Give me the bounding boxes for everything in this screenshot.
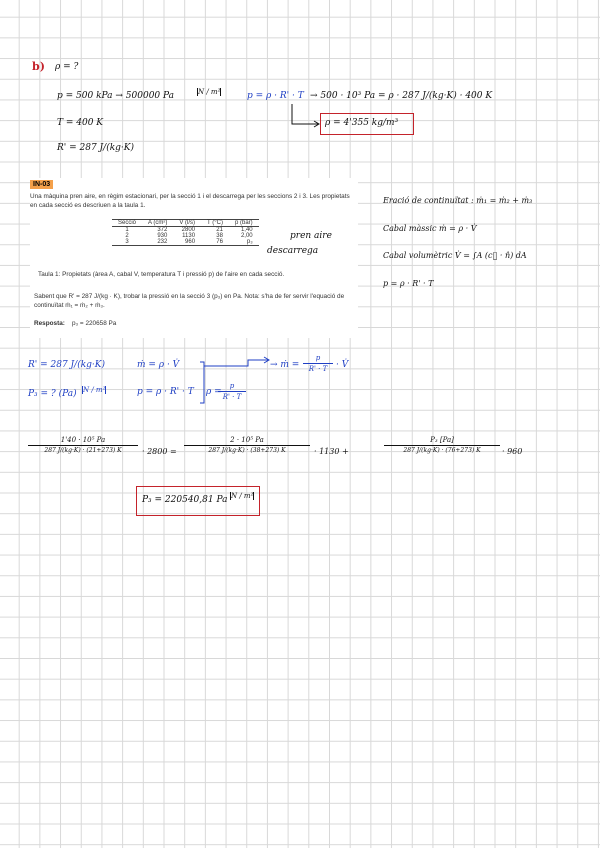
table-header: Secció: [112, 220, 142, 227]
table-header: V (l/s): [173, 220, 201, 227]
density-unknown: ρ = ?: [55, 62, 79, 72]
term2-num: 2 · 10⁵ Pa: [230, 436, 264, 444]
temperature-value: T = 400 K: [57, 118, 104, 128]
term2-den: 287 J/(kg·K) · (38+273) K: [208, 447, 286, 454]
volume-flow-note: Cabal volumètric V̇ = ∫A (c⃗ · n̂) dA: [383, 251, 527, 260]
gas-constant-2: R' = 287 J/(kg·K): [28, 360, 106, 370]
problem-intro: Una màquina pren aire, en règim estacionari, per la secció 1 i el descarrega per les seccions 2 i 3. Les propietats en cada secció es descriuen a la taula 1.: [30, 193, 350, 209]
pressure-unit: [197, 88, 221, 96]
term1-num: 1'40 · 10⁵ Pa: [60, 436, 106, 444]
density-fraction: [218, 382, 246, 401]
term3-num: P₃ [Pa]: [430, 436, 454, 444]
gas-constant: R' = 287 J/(kg·K): [57, 143, 135, 153]
table-cell: 1,40: [240, 227, 253, 233]
density-den: R' · T: [222, 393, 242, 401]
pressure-unit-text: N / m²: [198, 88, 221, 96]
table-cell: 38: [216, 233, 223, 239]
table-header: T (°C): [201, 220, 229, 227]
mass-flow-num: p: [315, 354, 321, 362]
table-cell: 2,00: [240, 233, 253, 239]
annotation-discharge: descarrega: [267, 246, 319, 256]
annotation-intake: pren aire: [290, 231, 332, 241]
final-unit: [230, 492, 254, 500]
problem-tag: IN-03: [30, 180, 53, 189]
mass-flow-tail: · V̇: [336, 360, 349, 370]
continuity-note: Eració de continuïtat : ṁ₁ = ṁ₂ + ṁ₃: [383, 196, 533, 205]
table-cell: 1130: [182, 233, 196, 239]
density-num: p: [229, 382, 235, 390]
term1-mul: · 2800 =: [142, 447, 177, 456]
table-header: A (cm²): [142, 220, 173, 227]
substitution-line: → 500 · 10³ Pa = ρ · 287 J/(kg·K) · 400 K: [310, 91, 493, 101]
ideal-gas-eq-top: p = ρ · R' · T: [247, 91, 304, 101]
properties-table: [112, 219, 259, 246]
term3-mul: · 960: [502, 447, 523, 456]
mass-flow-note: Cabal màssic ṁ = ρ · V̇: [383, 224, 477, 233]
problem-excerpt: [30, 178, 358, 338]
term2-mul: · 1130 +: [314, 447, 349, 456]
table-cell: 3: [112, 239, 142, 246]
mass-flow-blue: ṁ = ρ · V̇: [137, 360, 180, 370]
table-caption: Taula 1: Propietats (àrea A, cabal V, temperatura T i pressió p) de l'aire en cada secció.: [38, 271, 285, 278]
table-cell: 960: [173, 239, 201, 246]
answer-label: Resposta:: [34, 320, 65, 327]
p3-unknown: P₃ = ? (Pa): [28, 389, 77, 399]
mass-flow-fraction: [303, 354, 333, 373]
mass-flow-den: R' · T: [308, 365, 328, 373]
table-cell: 21: [216, 227, 223, 233]
answer-value: p₃ = 220658 Pa: [72, 320, 117, 327]
term3-den: 287 J/(kg·K) · (76+273) K: [403, 447, 481, 454]
problem-question: Sabent que R' = 287 J/(kg · K), trobar la pressió en la secció 3 (p₃) en Pa. Nota: s'ha de fer servir l'equació de continuïtat ṁ₁ = ṁ₂ + ṁ₃.: [34, 293, 345, 309]
table-cell: 232: [142, 239, 173, 246]
table-cell: 2: [125, 233, 129, 239]
table-header: p (bar): [229, 220, 259, 227]
ideal-gas-note: p = ρ · R' · T: [383, 279, 434, 288]
term1-den: 287 J/(kg·K) · (21+273) K: [44, 447, 122, 454]
term3-fraction: [384, 436, 500, 454]
p3-unit-text: N / m²: [83, 386, 106, 394]
pressure-line: p = 500 kPa → 500000 Pa: [57, 91, 175, 101]
ideal-gas-blue: p = ρ · R' · T: [137, 387, 194, 397]
table-header-row: [112, 220, 259, 227]
section-label: b): [32, 60, 45, 73]
mass-flow-eq: → ṁ =: [270, 360, 300, 370]
table-cell: 930: [157, 233, 168, 239]
p3-unit: [82, 386, 106, 394]
density-eq: ρ =: [206, 387, 222, 397]
term1-fraction: [28, 436, 138, 454]
table-cell: 2800: [181, 227, 196, 233]
table-row: [112, 239, 259, 246]
final-result: P₃ = 220540,81 Pa: [142, 495, 228, 505]
density-result: ρ = 4'355 kg/m³: [325, 118, 399, 128]
term2-fraction: [184, 436, 310, 454]
table-cell: p₃: [229, 239, 259, 246]
table-cell: 76: [201, 239, 229, 246]
final-unit-text: N / m²: [231, 492, 254, 500]
table-cell: 1: [125, 227, 129, 233]
table-cell: 372: [157, 227, 168, 233]
